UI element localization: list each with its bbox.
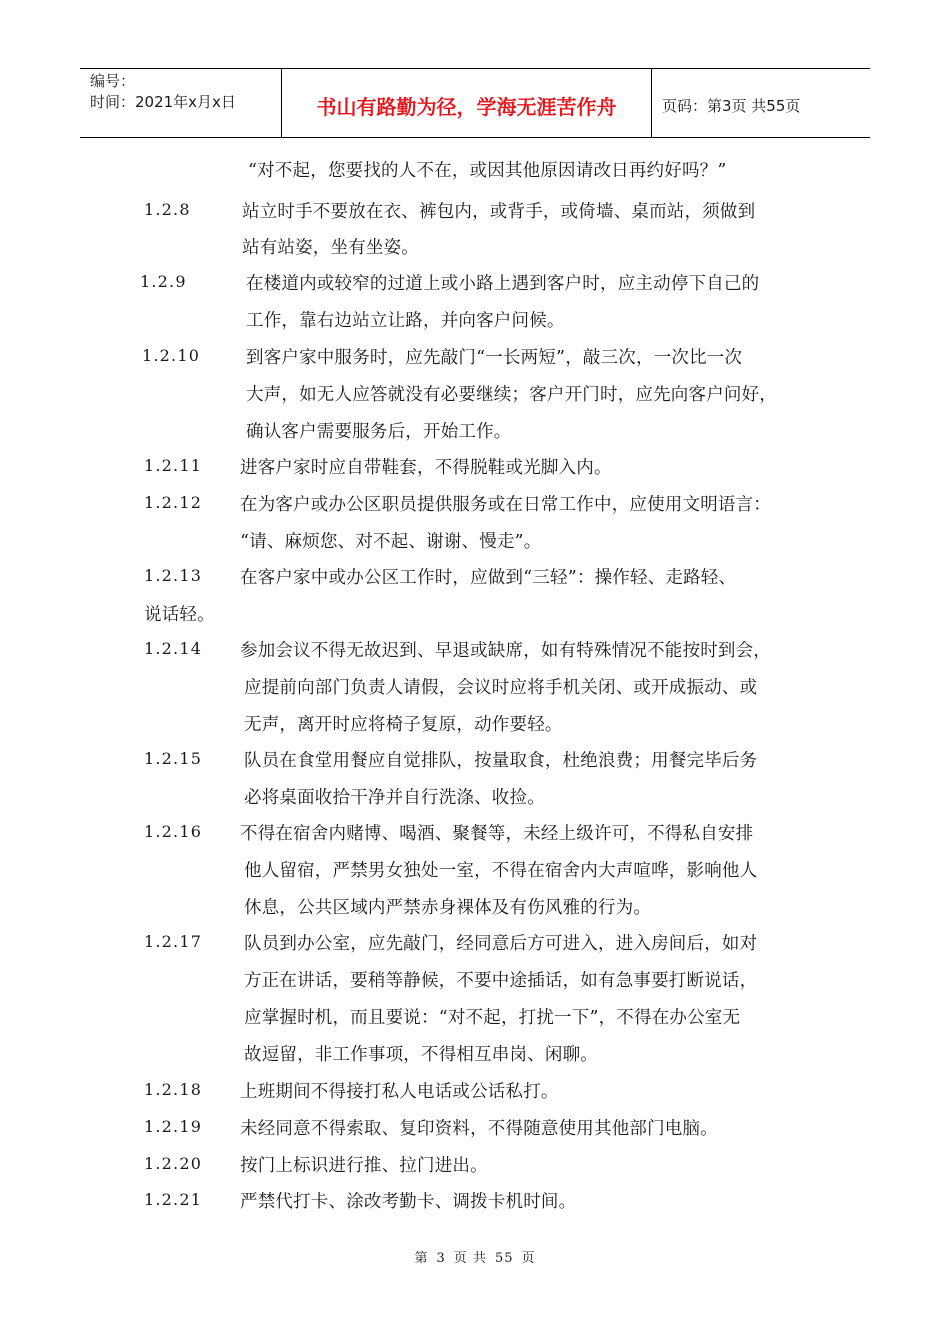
body-line: 工作，靠右边站立让路，并向客户问候。	[246, 311, 565, 331]
page-footer	[0, 1247, 950, 1266]
body-line: 休息，公共区域内严禁赤身裸体及有伤风雅的行为。	[244, 898, 652, 918]
clause-number: 1.2.20	[144, 1154, 203, 1173]
clause-number: 1.2.15	[144, 749, 203, 768]
body-line: 队员在食堂用餐应自觉排队，按量取食，杜绝浪费；用餐完毕后务	[244, 751, 758, 771]
body-line: 按门上标识进行推、拉门进出。	[240, 1156, 488, 1176]
body-line: 大声，如无人应答就没有必要继续；客户开门时，应先向客户问好，	[246, 385, 777, 405]
body-line: 说话轻。	[144, 605, 215, 625]
header-motto: 书山有路勤为径，学海无涯苦作舟	[282, 69, 652, 137]
clause-number: 1.2.8	[144, 200, 191, 219]
body-line: “对不起，您要找的人不在，或因其他原因请改日再约好吗？”	[248, 161, 727, 181]
body-line: 未经同意不得索取、复印资料，不得随意使用其他部门电脑。	[240, 1119, 718, 1139]
body-line: 应掌握时机，而且要说：“对不起，打扰一下”，不得在办公室无	[244, 1008, 741, 1028]
footer-suffix: 页	[521, 1251, 536, 1266]
clause-number: 1.2.17	[144, 932, 203, 951]
body-line: 不得在宿舍内赌博、喝酒、聚餐等，未经上级许可，不得私自安排	[240, 824, 754, 844]
clause-number: 1.2.21	[144, 1190, 203, 1209]
footer-prefix: 第	[414, 1251, 429, 1266]
clause-number: 1.2.11	[144, 456, 203, 475]
body-line: 在楼道内或较窄的过道上或小路上遇到客户时，应主动停下自己的	[246, 274, 760, 294]
body-line: 严禁代打卡、涂改考勤卡、调拨卡机时间。	[240, 1192, 577, 1212]
body-line: 在为客户或办公区职员提供服务或在日常工作中，应使用文明语言：	[240, 495, 771, 515]
body-line: 无声，离开时应将椅子复原，动作要轻。	[244, 715, 563, 735]
body-line: 队员到办公室，应先敲门，经同意后方可进入，进入房间后，如对	[244, 934, 758, 954]
body-line: 到客户家中服务时，应先敲门“一长两短”，敲三次，一次比一次	[246, 348, 743, 368]
header-number-label: 编号：	[90, 72, 136, 90]
body-line: 站有站姿，坐有坐姿。	[242, 238, 419, 258]
header-page-info: 页码：第3页 共55页	[662, 96, 801, 115]
clause-number: 1.2.19	[144, 1117, 203, 1136]
body-line: 进客户家时应自带鞋套，不得脱鞋或光脚入内。	[240, 458, 612, 478]
body-line: “请、麻烦您、对不起、谢谢、慢走”。	[240, 532, 542, 552]
document-header	[80, 68, 870, 138]
footer-mid: 页 共	[453, 1251, 487, 1266]
footer-page-number: 3	[436, 1251, 446, 1266]
body-line: 方正在讲话，要稍等静候，不要中途插话，如有急事要打断说话，	[244, 971, 758, 991]
clause-number: 1.2.13	[144, 566, 203, 585]
clause-number: 1.2.10	[142, 346, 201, 365]
body-line: 上班期间不得接打私人电话或公话私打。	[240, 1082, 559, 1102]
body-line: 应提前向部门负责人请假，会议时应将手机关闭、或开成振动、或	[244, 678, 758, 698]
footer-total-pages: 55	[494, 1251, 514, 1266]
header-time-label: 时间：2021年x月x日	[90, 93, 236, 111]
body-line: 确认客户需要服务后，开始工作。	[246, 422, 512, 442]
body-line: 参加会议不得无故迟到、早退或缺席，如有特殊情况不能按时到会，	[240, 641, 771, 661]
body-line: 故逗留，非工作事项，不得相互串岗、闲聊。	[244, 1045, 598, 1065]
clause-number: 1.2.16	[144, 822, 203, 841]
clause-number: 1.2.12	[144, 493, 203, 512]
clause-number: 1.2.9	[140, 272, 187, 291]
body-line: 必将桌面收拾干净并自行洗涤、收捡。	[244, 788, 545, 808]
clause-number: 1.2.14	[144, 639, 203, 658]
clause-number: 1.2.18	[144, 1080, 203, 1099]
body-line: 站立时手不要放在衣、裤包内，或背手，或倚墙、桌而站，须做到	[242, 202, 756, 222]
body-line: 在客户家中或办公区工作时，应做到“三轻”：操作轻、走路轻、	[240, 568, 737, 588]
body-line: 他人留宿，严禁男女独处一室，不得在宿舍内大声喧哗，影响他人	[244, 861, 758, 881]
header-meta-cell	[80, 69, 282, 137]
